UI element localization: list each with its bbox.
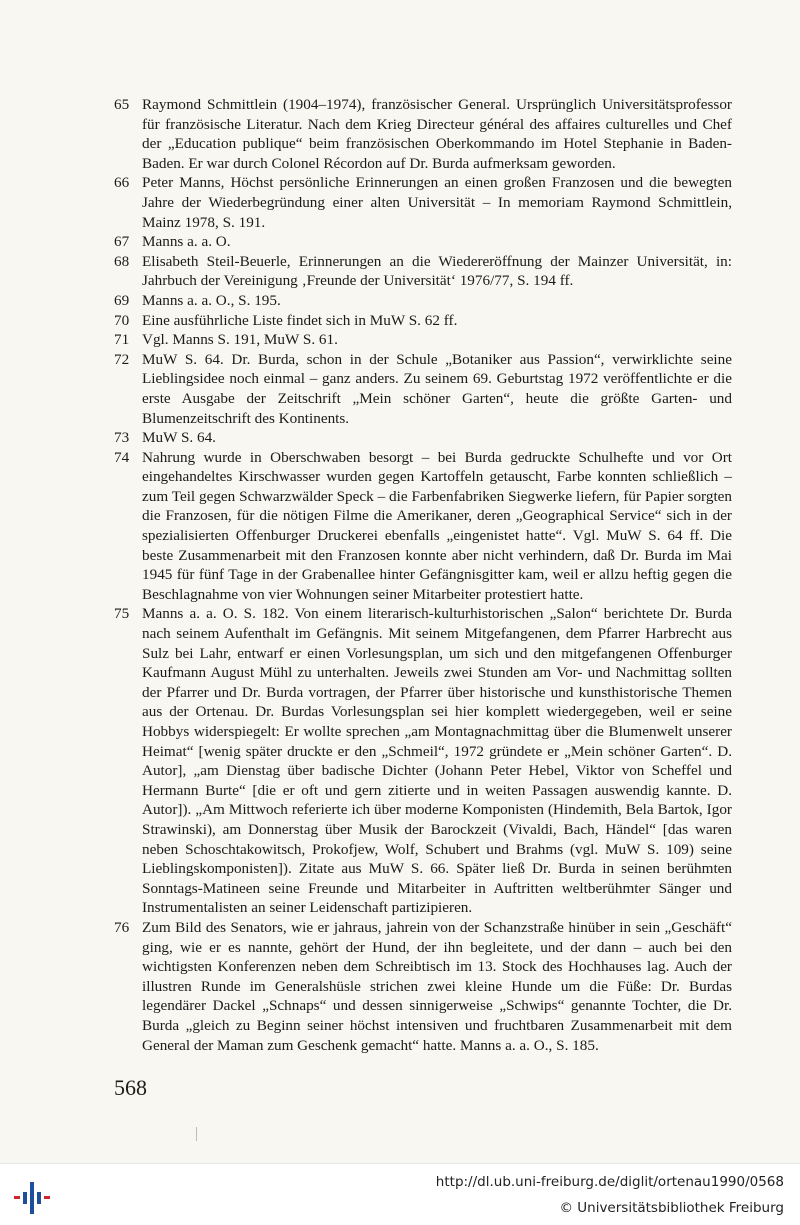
endnote-text: Raymond Schmittlein (1904–1974), französischer General. Ursprünglich Universitätsprofessor für französische Literatur. Nach dem Krieg Directeur général des affaires culturelles und Chef der „Education publique“ beim französischen Oberkommando im Hotel Stephanie in Baden-Baden. Er war durch Colonel Récordon auf Dr. Burda aufmerksam geworden.	[142, 96, 732, 172]
endnote	[114, 311, 732, 331]
endnote-number: 70	[114, 311, 130, 329]
endnote	[114, 173, 732, 232]
endnote-text: MuW S. 64.	[142, 429, 216, 447]
endnote	[114, 291, 732, 311]
endnote-text: Peter Manns, Höchst persönliche Erinnerungen an einen großen Franzosen und die bewegten Jahre der Wiederbegründung einer alten Universität – In memoriam Raymond Schmittlein, Mainz 1978, S. 191.	[142, 174, 732, 231]
endnote-text: Manns a. a. O. S. 182. Von einem literarisch-kulturhistorischen „Salon“ berichtete Dr. Burda nach seinem Aufenthalt im Gefängnis. Mit seinem Mitgefangenen, dem Pfarrer Harbrecht aus Sulz bei Lahr, entwarf er einen Vorlesungsplan, um sich und den mitgefangenen Offenburger Kaufmann August Mühl zu unterhalten. Jeweils zwei Stunden am Vor- und Nachmittag sollten der Pfarrer und Dr. Burda vortragen, der Pfarrer über historische und kunsthistorische Themen aus der Ortenau. Dr. Burdas Vorlesungsplan sei hier komplett wiedergegeben, weil er seine Hobbys widerspiegelt: Er wollte sprechen „am Montagnachmittag über die Blumenwelt unserer Heimat“ [wenig später druckte er den „Schmeil“, 1972 gründete er „Mein schöner Garten“. D. Autor], „am Dienstag über badische Dichter (Johann Peter Hebel, Viktor von Scheffel und Hermann Burte“ [die er oft und gern zitierte und in weiten Passagen auswendig kannte. D. Autor]). „Am Mittwoch referierte ich über moderne Komponisten (Hindemith, Bela Bartok, Igor Strawinski), am Donnerstag über Musik der Barockzeit (Vivaldi, Bach, Händel“ [das waren neben Schoschtakowitsch, Prokofjew, Wolf, Schubert und Brahms (vgl. MuW S. 109) seine Lieblingskomponisten]). Zitate aus MuW S. 66. Später ließ Dr. Burda in seinen berühmten Sonntags-Matineen seine Freunde und Mitarbeiter in Auftritten weltberühmter Sänger und Instrumentalisten an seiner Leidenschaft partizipieren.	[142, 605, 732, 917]
endnote-number: 68	[114, 252, 130, 270]
endnote-text: Zum Bild des Senators, wie er jahraus, jahrein von der Schanzstraße hinüber in sein „Geschäft“ ging, wie er es nannte, gehört der Hund, der ihn begleitete, und der dann – auch bei den wichtigsten Konferenzen neben dem Schreibtisch im 13. Stock des Hochhauses lag. Auch der illustren Runde im Generalshüsle strichen zwei kleine Hunde um die Füße: Dr. Burdas legendärer Dackel „Schnaps“ und dessen sinnigerweise „Schwips“ genannte Tochter, die Dr. Burda „gleich zu Beginn seiner höchst intensiven und fruchtbaren Zusammenarbeit mit dem General der Maman zum Geschenk gemacht“ hatte. Manns a. a. O., S. 185.	[142, 918, 732, 1054]
endnote	[114, 252, 732, 291]
endnote-number: 69	[114, 291, 130, 309]
endnotes-list	[114, 95, 732, 1055]
endnote	[114, 918, 732, 1055]
endnote-text: Elisabeth Steil-Beuerle, Erinnerungen an die Wiedereröffnung der Mainzer Universität, in: Jahrbuch der Vereinigung ‚Freunde der Universität‘ 1976/77, S. 194 ff.	[142, 252, 732, 290]
ub-freiburg-logo-icon	[12, 1178, 52, 1218]
copyright-notice: © Universitätsbibliothek Freiburg	[559, 1200, 784, 1216]
endnote-number: 67	[114, 233, 130, 251]
endnote-number: 71	[114, 331, 130, 349]
endnote	[114, 350, 732, 428]
endnote-number: 66	[114, 174, 130, 192]
endnote-text: MuW S. 64. Dr. Burda, schon in der Schule „Botaniker aus Passion“, verwirklichte seine Lieblingsidee noch einmal – ganz anders. Zu seinem 69. Geburtstag 1972 veröffentlichte er die erste Ausgabe der Zeitschrift „Mein schöner Garten“, heute die größte Garten- und Blumenzeitschrift des Kontinents.	[142, 350, 732, 427]
endnote-text: Manns a. a. O.	[142, 233, 231, 251]
viewer-footer	[0, 1163, 800, 1225]
endnote	[114, 448, 732, 605]
endnote-number: 73	[114, 429, 130, 447]
endnote-text: Eine ausführliche Liste findet sich in MuW S. 62 ff.	[142, 311, 458, 329]
permalink-url[interactable]: http://dl.ub.uni-freiburg.de/diglit/ortenau1990/0568	[435, 1174, 784, 1190]
endnote	[114, 428, 732, 448]
endnote	[114, 330, 732, 350]
endnote	[114, 232, 732, 252]
endnote-number: 74	[114, 448, 130, 466]
endnote-text: Manns a. a. O., S. 195.	[142, 291, 281, 309]
endnote-text: Nahrung wurde in Oberschwaben besorgt – bei Burda gedruckte Schulhefte und vor Ort eingehandeltes Kirschwasser wurden gegen Kartoffeln getauscht, Farbe konnten schließlich – zum Teil gegen Schwarzwälder Speck – die Farbenfabriken Siegwerke liefern, für Papier sorgten die Franzosen, für die nötigen Filme die Amerikaner, deren „Geographical Service“ sich in der spezialisierten Offenburger Druckerei ebenfalls „eingenistet hatte“. Vgl. MuW S. 64 ff. Die beste Zusammenarbeit mit den Franzosen konnte aber nicht verhindern, daß Dr. Burda im Mai 1945 für fünf Tage in der Grabenallee hinter Gefängnisgitter kam, weil er allzu heftig gegen die Beschlagnahme von vier Wohnungen seiner Mitarbeiter protestiert hatte.	[142, 448, 732, 603]
scan-mark	[196, 1127, 197, 1141]
endnote	[114, 95, 732, 173]
endnote-text: Vgl. Manns S. 191, MuW S. 61.	[142, 331, 338, 349]
endnote-number: 75	[114, 605, 130, 623]
endnote	[114, 604, 732, 918]
page-number: 568	[114, 1075, 147, 1100]
endnote-number: 76	[114, 918, 130, 936]
endnote-number: 65	[114, 96, 130, 113]
endnote-number: 72	[114, 350, 130, 368]
